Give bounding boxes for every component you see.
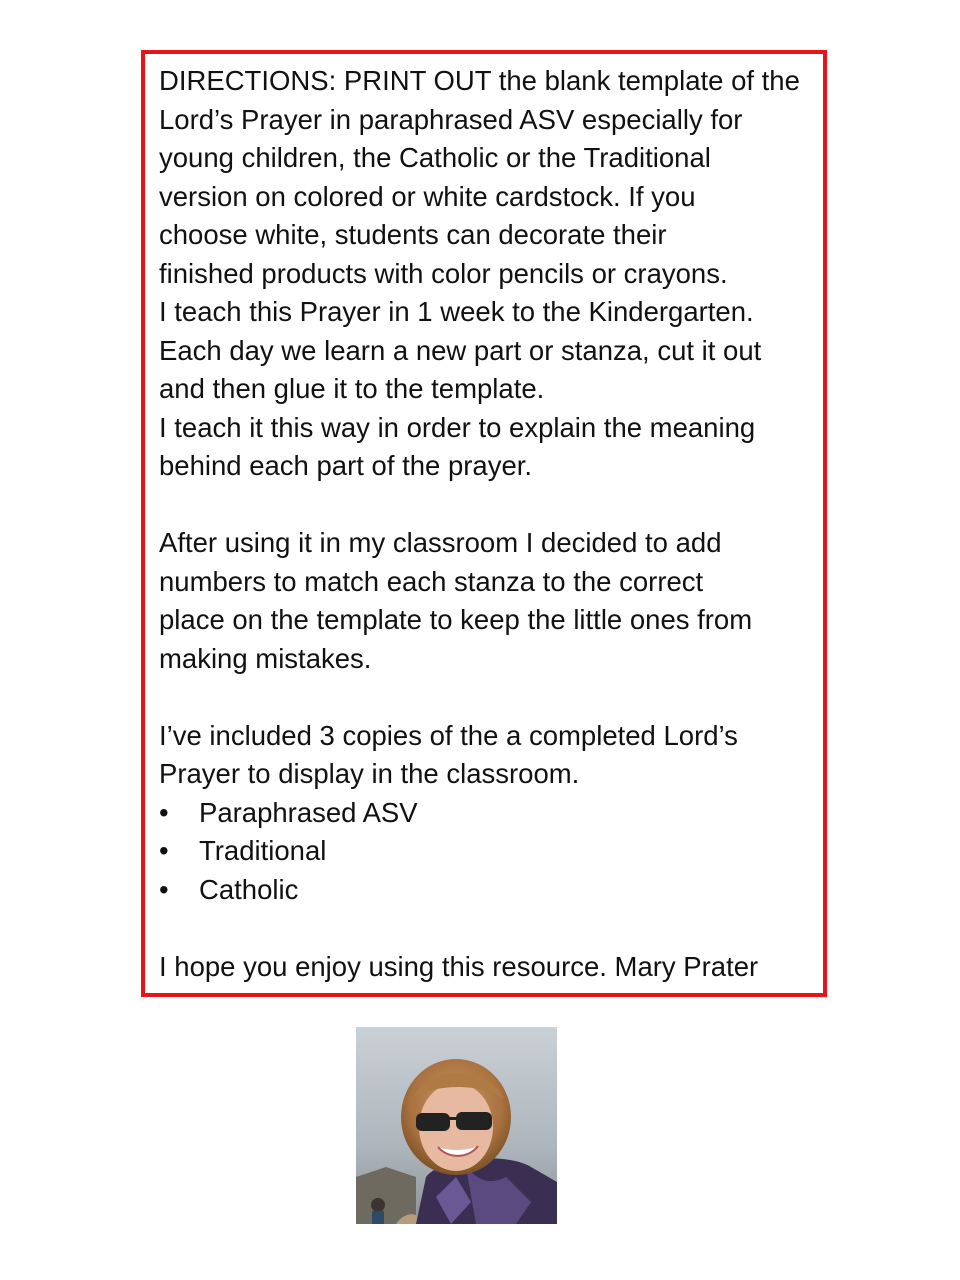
- paragraph-3: [159, 717, 819, 794]
- directions-text: [159, 62, 819, 986]
- text-line: behind each part of the prayer.: [159, 450, 533, 481]
- list-item-label: Catholic: [199, 873, 299, 905]
- closing-signature-line: I hope you enjoy using this resource. Mary Prater: [159, 950, 759, 982]
- text-line: choose white, students can decorate their: [159, 219, 667, 250]
- paragraph-2: [159, 524, 819, 678]
- text-line: young children, the Catholic or the Traditional: [159, 142, 711, 173]
- text-line: I’ve included 3 copies of the a completed Lord’s: [159, 719, 738, 751]
- bullet-icon: •: [159, 873, 169, 905]
- text-line: Each day we learn a new part or stanza, cut it out: [159, 334, 762, 366]
- list-item-label: Traditional: [199, 835, 327, 866]
- paragraph-spacer: [159, 678, 819, 717]
- text-line: numbers to match each stanza to the correct: [159, 565, 704, 597]
- list-item: [159, 794, 819, 833]
- list-item-label: Paraphrased ASV: [199, 796, 418, 828]
- list-item: [159, 832, 819, 871]
- text-line: DIRECTIONS: PRINT OUT the blank template of the: [159, 65, 800, 96]
- author-photo: [356, 1027, 557, 1224]
- text-line: place on the template to keep the little ones from: [159, 604, 753, 635]
- paragraph-spacer: [159, 909, 819, 948]
- text-line: finished products with color pencils or crayons.: [159, 257, 728, 289]
- text-line: and then glue it to the template.: [159, 373, 545, 404]
- text-line: I teach this Prayer in 1 week to the Kindergarten.: [159, 296, 754, 327]
- version-list: [159, 794, 819, 910]
- bullet-icon: •: [159, 835, 169, 866]
- text-line: making mistakes.: [159, 642, 372, 674]
- text-line: Lord’s Prayer in paraphrased ASV especially for: [159, 103, 743, 135]
- bullet-icon: •: [159, 796, 169, 828]
- text-line: I teach it this way in order to explain the meaning: [159, 411, 756, 443]
- paragraph-spacer: [159, 486, 819, 525]
- paragraph-1: [159, 62, 819, 486]
- text-line: Prayer to display in the classroom.: [159, 758, 580, 789]
- list-item: [159, 871, 819, 910]
- directions-box: [141, 50, 827, 997]
- text-line: After using it in my classroom I decided to add: [159, 527, 722, 558]
- text-line: version on colored or white cardstock. If you: [159, 180, 696, 212]
